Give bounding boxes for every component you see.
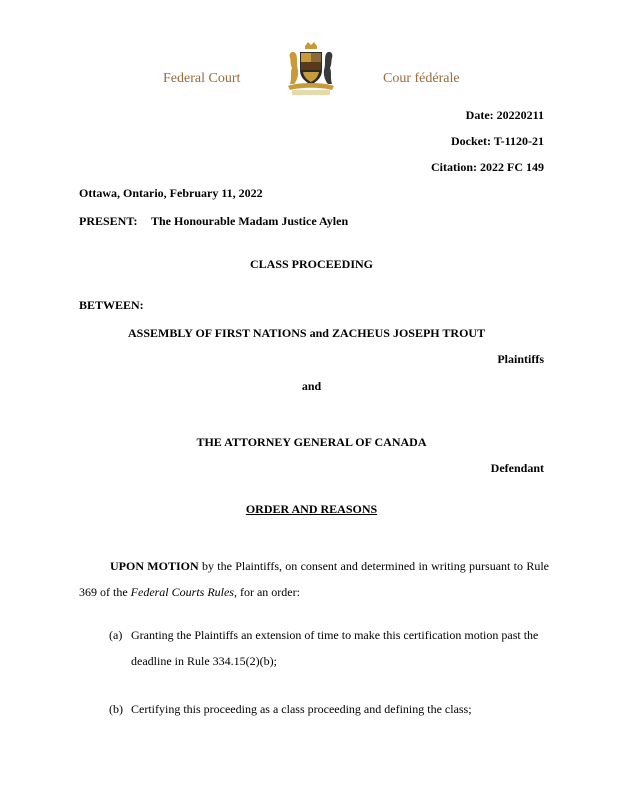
motion-lead: UPON MOTION — [110, 559, 199, 573]
order-item-label: (b) — [109, 702, 123, 716]
motion-text-2: , for an order: — [233, 585, 300, 599]
docket-number: Docket: T-1120-21 — [451, 134, 544, 148]
order-item-label: (a) — [109, 628, 123, 642]
royal-coat-of-arms-icon — [284, 40, 338, 96]
and-label: and — [301, 379, 322, 393]
plaintiff-names: ASSEMBLY OF FIRST NATIONS and ZACHEUS JOSEPH TROUT — [128, 326, 486, 340]
order-item — [109, 696, 549, 722]
present-judge: The Honourable Madam Justice Aylen — [151, 214, 349, 228]
court-name-french: Cour fédérale — [383, 71, 460, 86]
court-name-english: Federal Court — [163, 71, 241, 86]
order-item-text: Granting the Plaintiffs an extension of time to make this certification motion past the deadline in Rule 334.15(2)(b); — [131, 628, 539, 668]
present-line — [79, 214, 348, 229]
order-item-text: Certifying this proceeding as a class proceeding and defining the class; — [131, 702, 472, 716]
defendant-name: THE ATTORNEY GENERAL OF CANADA — [196, 435, 427, 449]
rules-reference: Federal Courts Rules — [130, 585, 234, 599]
location-date: Ottawa, Ontario, February 11, 2022 — [79, 186, 263, 200]
document-title: ORDER AND REASONS — [245, 502, 378, 516]
present-label: PRESENT: — [79, 214, 138, 228]
motion-text-1: by the Plaintiffs, on consent and determined in writing pursuant to Rule 369 of the — [79, 559, 549, 599]
decision-date: Date: 20220211 — [465, 108, 544, 122]
between-label: BETWEEN: — [79, 298, 144, 312]
proceeding-type: CLASS PROCEEDING — [249, 257, 374, 271]
citation: Citation: 2022 FC 149 — [431, 160, 544, 174]
plaintiffs-role: Plaintiffs — [497, 352, 544, 366]
motion-paragraph — [79, 553, 549, 605]
order-item — [109, 622, 549, 674]
defendant-role: Defendant — [490, 461, 544, 475]
